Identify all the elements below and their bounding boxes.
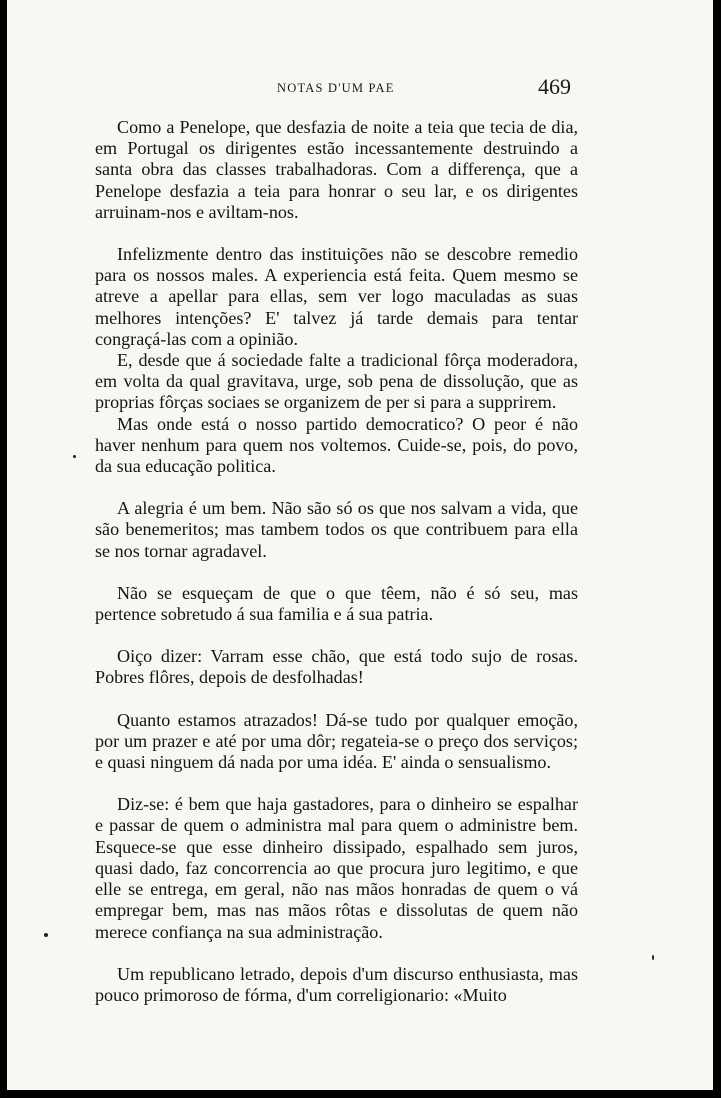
paragraph-partido-democratico: Mas onde está o nosso partido democratico? O peor é não haver nenhum para quem nos voltemos. Cuide-se, pois, do povo, da sua educação politica. bbox=[95, 413, 578, 477]
paragraph-penelope: Como a Penelope, que desfazia de noite a teia que tecia de dia, em Portugal os dirigentes estão incessantemente destruindo a santa obra das classes trabalhadoras. Com a differença, que a Penelope desfazia a teia para honrar o seu lar, e os dirigentes arruinam-nos e aviltam-nos. bbox=[95, 117, 578, 222]
paragraph-alegria: A alegria é um bem. Não são só os que nos salvam a vida, que são benemeritos; mas tambem todos os que contribuem para ella se nos tornar agradavel. bbox=[95, 498, 578, 561]
paragraph-atrazados: Quanto estamos atrazados! Dá-se tudo por qualquer emoção, por um prazer e até por uma dôr; regateia-se o preço dos serviços; e quasi ninguem dá nada por uma idéa. E' ainda o sensualismo. bbox=[95, 709, 578, 773]
paragraph-instituicoes: Infelizmente dentro das instituições não se descobre remedio para os nossos males. A experiencia está feita. Quem mesmo se atreve a apellar para ellas, sem ver logo maculadas as suas melhores intenções? E' talvez já tarde demais para tentar congraçá-las com a opinião. bbox=[95, 244, 578, 349]
ink-speck bbox=[73, 455, 76, 458]
running-title: NOTAS D'UM PAE bbox=[277, 81, 395, 95]
paragraph-familia-patria: Não se esqueçam de que o que têem, não é só seu, mas pertence sobretudo á sua familia e á sua patria. bbox=[95, 582, 578, 625]
page-header bbox=[7, 76, 713, 100]
body-text bbox=[95, 117, 578, 1006]
ink-speck bbox=[652, 955, 654, 960]
paragraph-forca-moderadora: E, desde que á sociedade falte a tradicional fôrça moderadora, em volta da qual gravitava, urge, sob pena de dissolução, que as proprias fôrças sociaes se organizem de per si para a supprirem. bbox=[95, 350, 578, 413]
paragraph-rosas: Oiço dizer: Varram esse chão, que está todo sujo de rosas. Pobres flôres, depois de desfolhadas! bbox=[95, 646, 578, 688]
ink-speck bbox=[44, 933, 48, 937]
paragraph-gastadores: Diz-se: é bem que haja gastadores, para o dinheiro se espalhar e passar de quem o administra mal para quem o administre bem. Esquece-se que esse dinheiro dissipado, espalhado sem juros, quasi dado, faz concorrencia ao que procura juro legitimo, e que elle se entrega, em geral, não nas mãos honradas de quem o vá empregar bem, mas nas mãos rôtas e dissolutas de quem não merece confiança na sua administração. bbox=[95, 794, 578, 942]
book-page bbox=[7, 0, 713, 1090]
page-number: 469 bbox=[538, 74, 571, 99]
paragraph-republicano: Um republicano letrado, depois d'um discurso enthusiasta, mas pouco primoroso de fórma, d'um correligionario: «Muito bbox=[95, 963, 578, 1005]
